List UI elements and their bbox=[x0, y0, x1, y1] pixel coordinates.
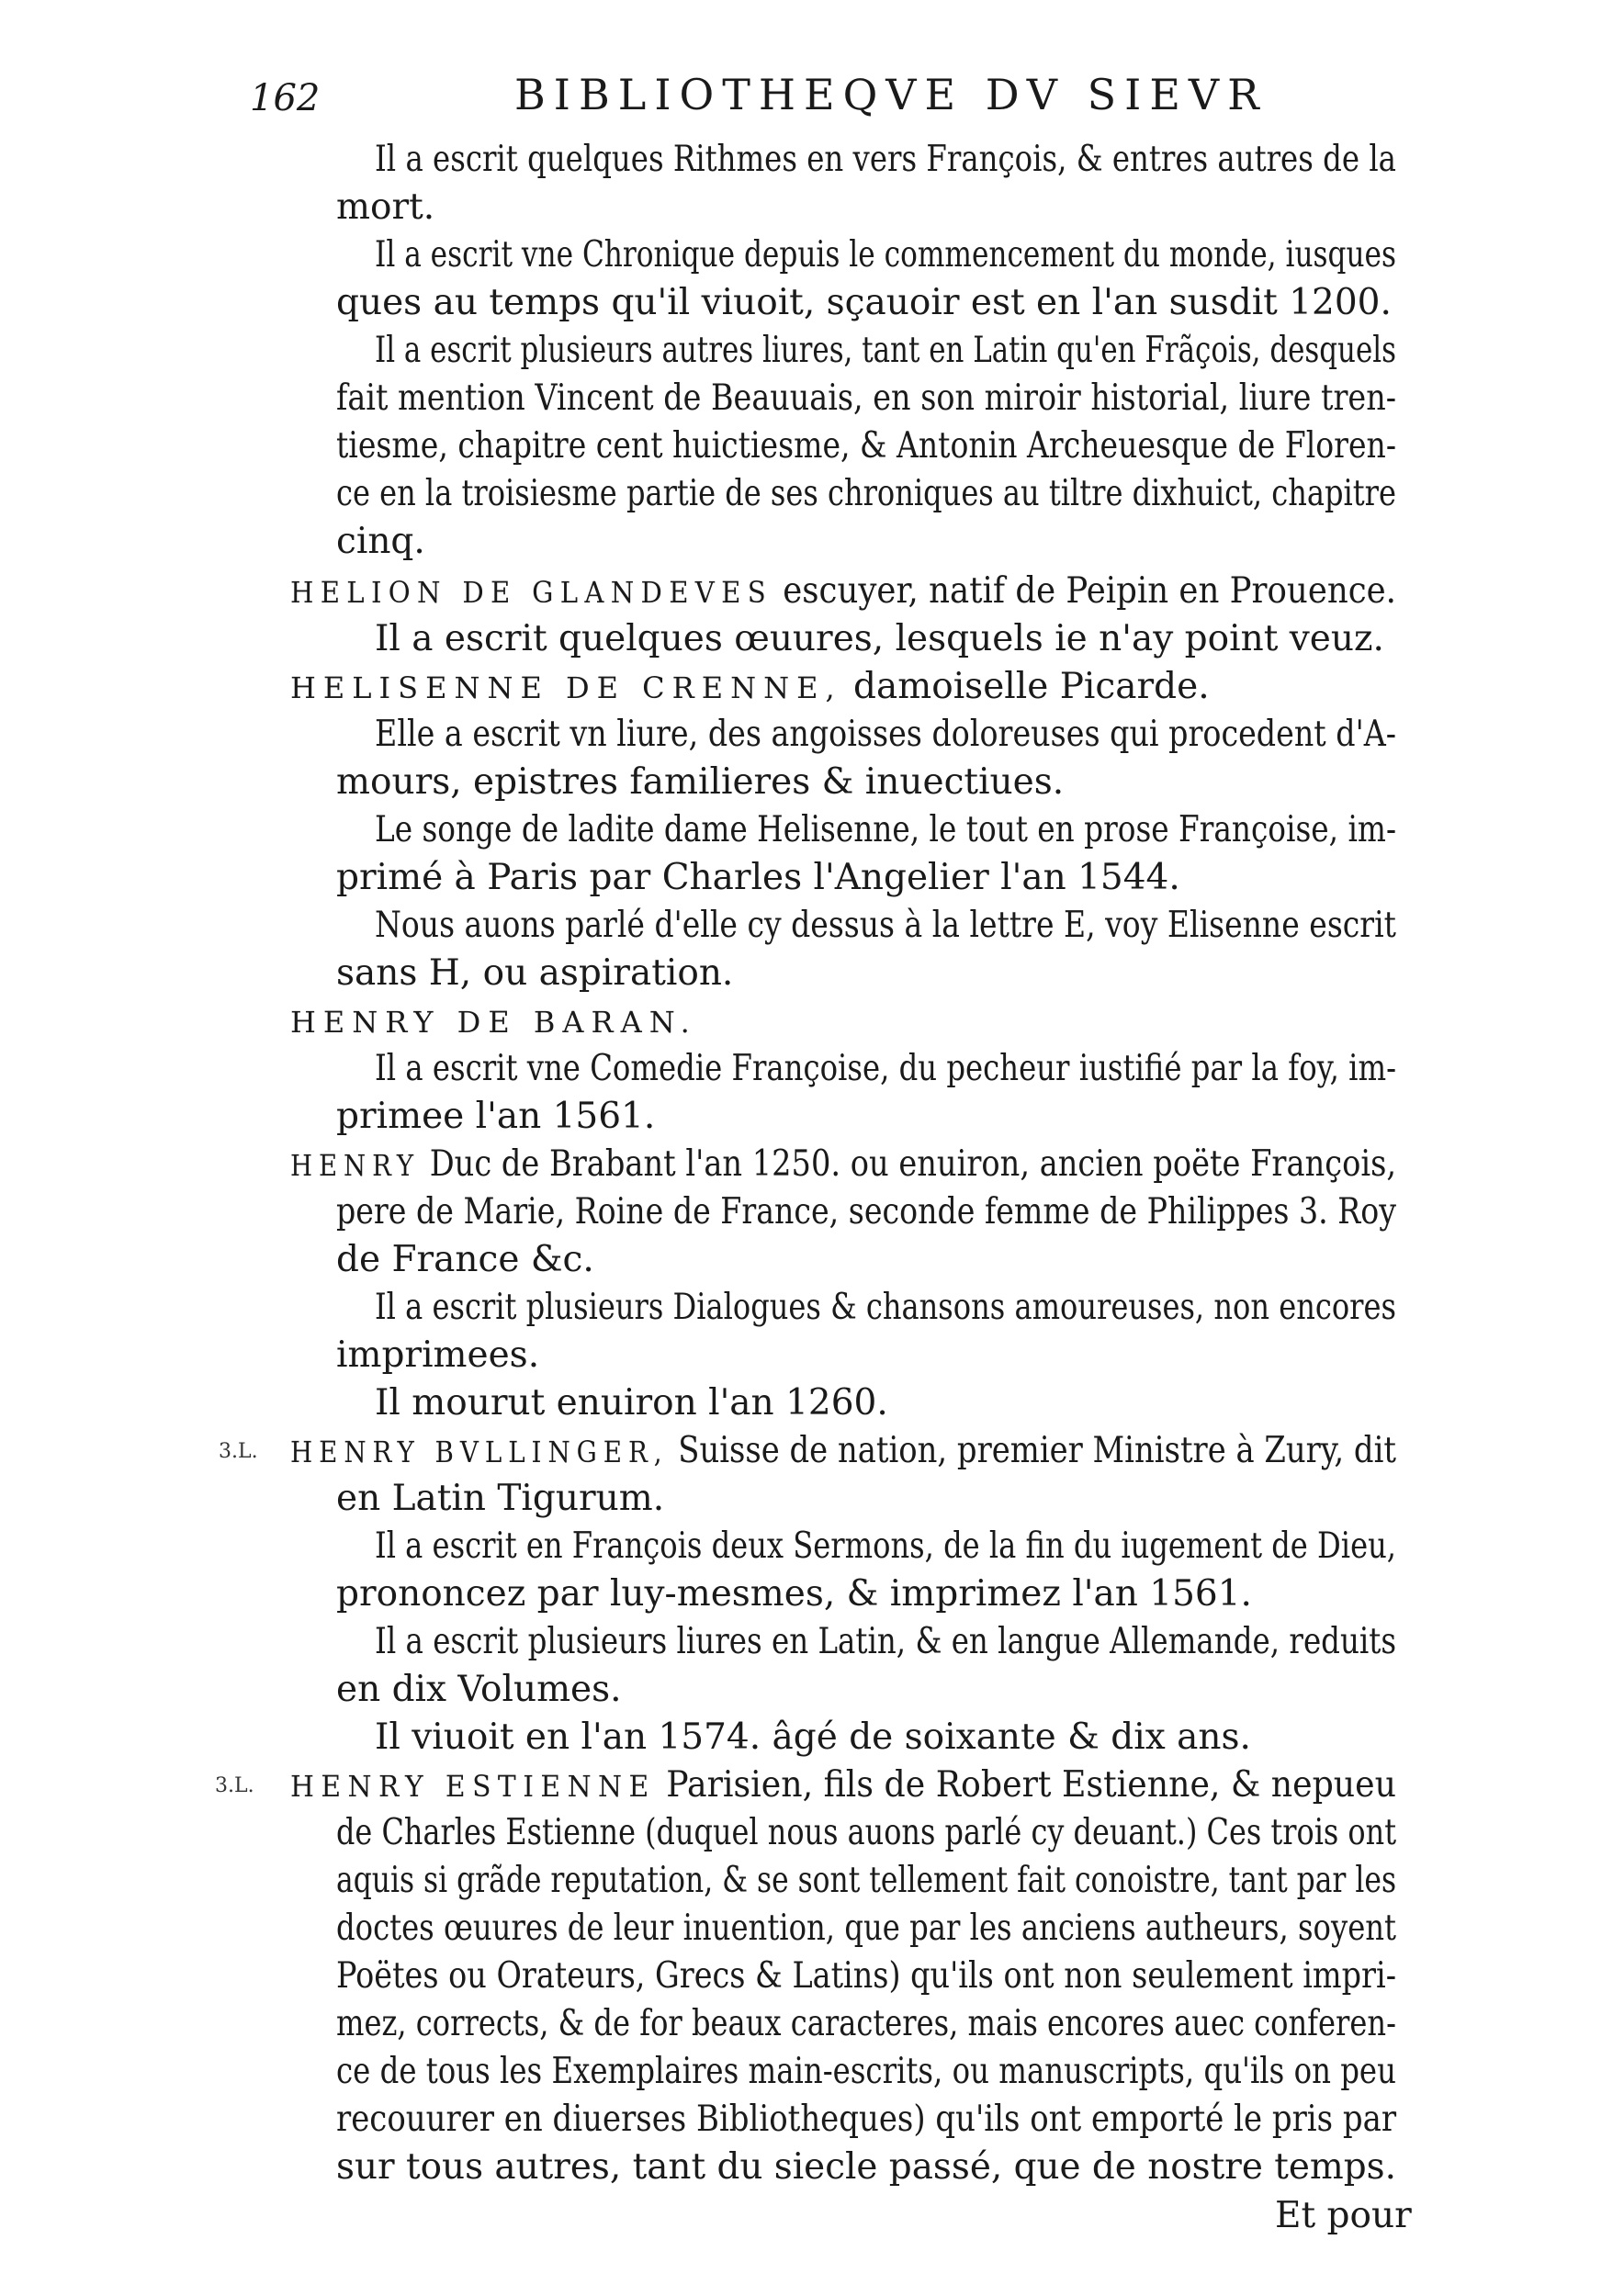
text-line: de France &c. bbox=[336, 1239, 594, 1280]
text-line: Il a escrit vne Chronique depuis le commencement du monde, iusques bbox=[375, 234, 1396, 276]
author-name: HENRY BVLLINGER, bbox=[290, 1435, 669, 1469]
text-line: Il a escrit en François deux Sermons, de la fin du iugement de Dieu, bbox=[375, 1525, 1397, 1567]
text-line: Elle a escrit vn liure, des angoisses doloreuses qui procedent d'A- bbox=[375, 714, 1397, 755]
text-line: en Latin Tigurum. bbox=[336, 1478, 665, 1519]
text-line: cinq. bbox=[336, 521, 425, 562]
text-line: mez, corrects, & de for beaux caracteres, mais encores auec conferen- bbox=[336, 2003, 1396, 2044]
text-line: pere de Marie, Roine de France, seconde femme de Philippes 3. Roy bbox=[336, 1191, 1397, 1232]
text-line: primee l'an 1561. bbox=[336, 1096, 656, 1137]
text-line: imprimees. bbox=[336, 1334, 540, 1376]
margin-note: 3.L. bbox=[219, 1440, 258, 1463]
author-name: HELION DE GLANDEVES bbox=[290, 575, 773, 610]
text-line: Nous auons parlé d'elle cy dessus à la lettre E, voy Elisenne escrit bbox=[375, 905, 1396, 946]
entry-heading bbox=[290, 665, 1210, 710]
text-line: Il a escrit quelques Rithmes en vers François, & entres autres de la bbox=[375, 139, 1396, 180]
text-line: ce de tous les Exemplaires main-escrits, ou manuscripts, qu'ils on peu bbox=[336, 2051, 1396, 2092]
text-line: Il a escrit plusieurs liures en Latin, & en langue Allemande, reduits bbox=[375, 1621, 1397, 1662]
text-line: Il mourut enuiron l'an 1260. bbox=[375, 1382, 888, 1424]
page-number: 162 bbox=[250, 77, 321, 119]
text-line: en dix Volumes. bbox=[336, 1669, 622, 1710]
author-name: HELISENNE DE CRENNE, bbox=[290, 670, 842, 705]
entry-heading bbox=[290, 1142, 1396, 1187]
text-line: ce en la troisiesme partie de ses chroniques au tiltre dixhuict, chapitre bbox=[336, 473, 1396, 514]
text-line: doctes œuures de leur inuention, que par les anciens autheurs, soyent bbox=[336, 1908, 1397, 1949]
text-line: sur tous autres, tant du siecle passé, que de nostre temps. bbox=[336, 2146, 1397, 2188]
entry-description: escuyer, natif de Peipin en Prouence. bbox=[772, 570, 1396, 612]
text-line: Poëtes ou Orateurs, Grecs & Latins) qu'ils ont non seulement impri- bbox=[336, 1955, 1397, 1997]
text-line: mours, epistres familieres & inuectiues. bbox=[336, 761, 1065, 803]
text-line: Il a escrit plusieurs autres liures, tant en Latin qu'en Frãçois, desquels bbox=[375, 330, 1396, 371]
author-name: HENRY ESTIENNE bbox=[290, 1769, 656, 1804]
entry-description: Duc de Brabant l'an 1250. ou enuiron, ancien poëte François, bbox=[420, 1143, 1397, 1185]
text-line: ques au temps qu'il viuoit, sçauoir est en l'an susdit 1200. bbox=[336, 282, 1392, 323]
entry-heading bbox=[290, 569, 1396, 614]
entry-heading bbox=[290, 1763, 1396, 1808]
catchword: Et pour bbox=[1275, 2195, 1412, 2236]
text-line: Il a escrit quelques œuures, lesquels ie n'ay point veuz. bbox=[375, 618, 1384, 659]
author-name: HENRY DE BARAN. bbox=[290, 1005, 697, 1040]
text-line: Il a escrit plusieurs Dialogues & chansons amoureuses, non encores bbox=[375, 1287, 1396, 1328]
entry-heading bbox=[290, 1429, 1396, 1474]
text-line: recouurer en diuerses Bibliotheques) qu'ils ont emporté le pris par bbox=[336, 2099, 1397, 2140]
running-title: BIBLIOTHEQVE DV SIEVR bbox=[514, 70, 1268, 119]
entry-description: damoiselle Picarde. bbox=[841, 666, 1210, 707]
text-line: Il a escrit vne Comedie Françoise, du pecheur iustifié par la foy, im- bbox=[375, 1048, 1397, 1089]
text-line: Il viuoit en l'an 1574. âgé de soixante & dix ans. bbox=[375, 1716, 1251, 1758]
text-line: primé à Paris par Charles l'Angelier l'an 1544. bbox=[336, 857, 1180, 898]
text-line: mort. bbox=[336, 186, 435, 228]
entry-heading bbox=[290, 999, 697, 1044]
entry-description: Suisse de nation, premier Ministre à Zury, dit bbox=[668, 1430, 1396, 1471]
text-line: de Charles Estienne (duquel nous auons parlé cy deuant.) Ces trois ont bbox=[336, 1812, 1397, 1853]
text-line: aquis si grãde reputation, & se sont tellement fait conoistre, tant par les bbox=[336, 1860, 1397, 1901]
entry-description: Parisien, fils de Robert Estienne, & nepueu bbox=[655, 1764, 1396, 1806]
margin-note: 3.L. bbox=[215, 1774, 254, 1797]
text-line: tiesme, chapitre cent huictiesme, & Antonin Archeuesque de Floren- bbox=[336, 425, 1397, 467]
text-line: prononcez par luy-mesmes, & imprimez l'an 1561. bbox=[336, 1573, 1252, 1615]
author-name: HENRY bbox=[290, 1148, 421, 1183]
text-line: sans H, ou aspiration. bbox=[336, 952, 734, 994]
text-line: Le songe de ladite dame Helisenne, le tout en prose Françoise, im- bbox=[375, 809, 1397, 850]
text-line: fait mention Vincent de Beauuais, en son miroir historial, liure tren- bbox=[336, 377, 1397, 419]
